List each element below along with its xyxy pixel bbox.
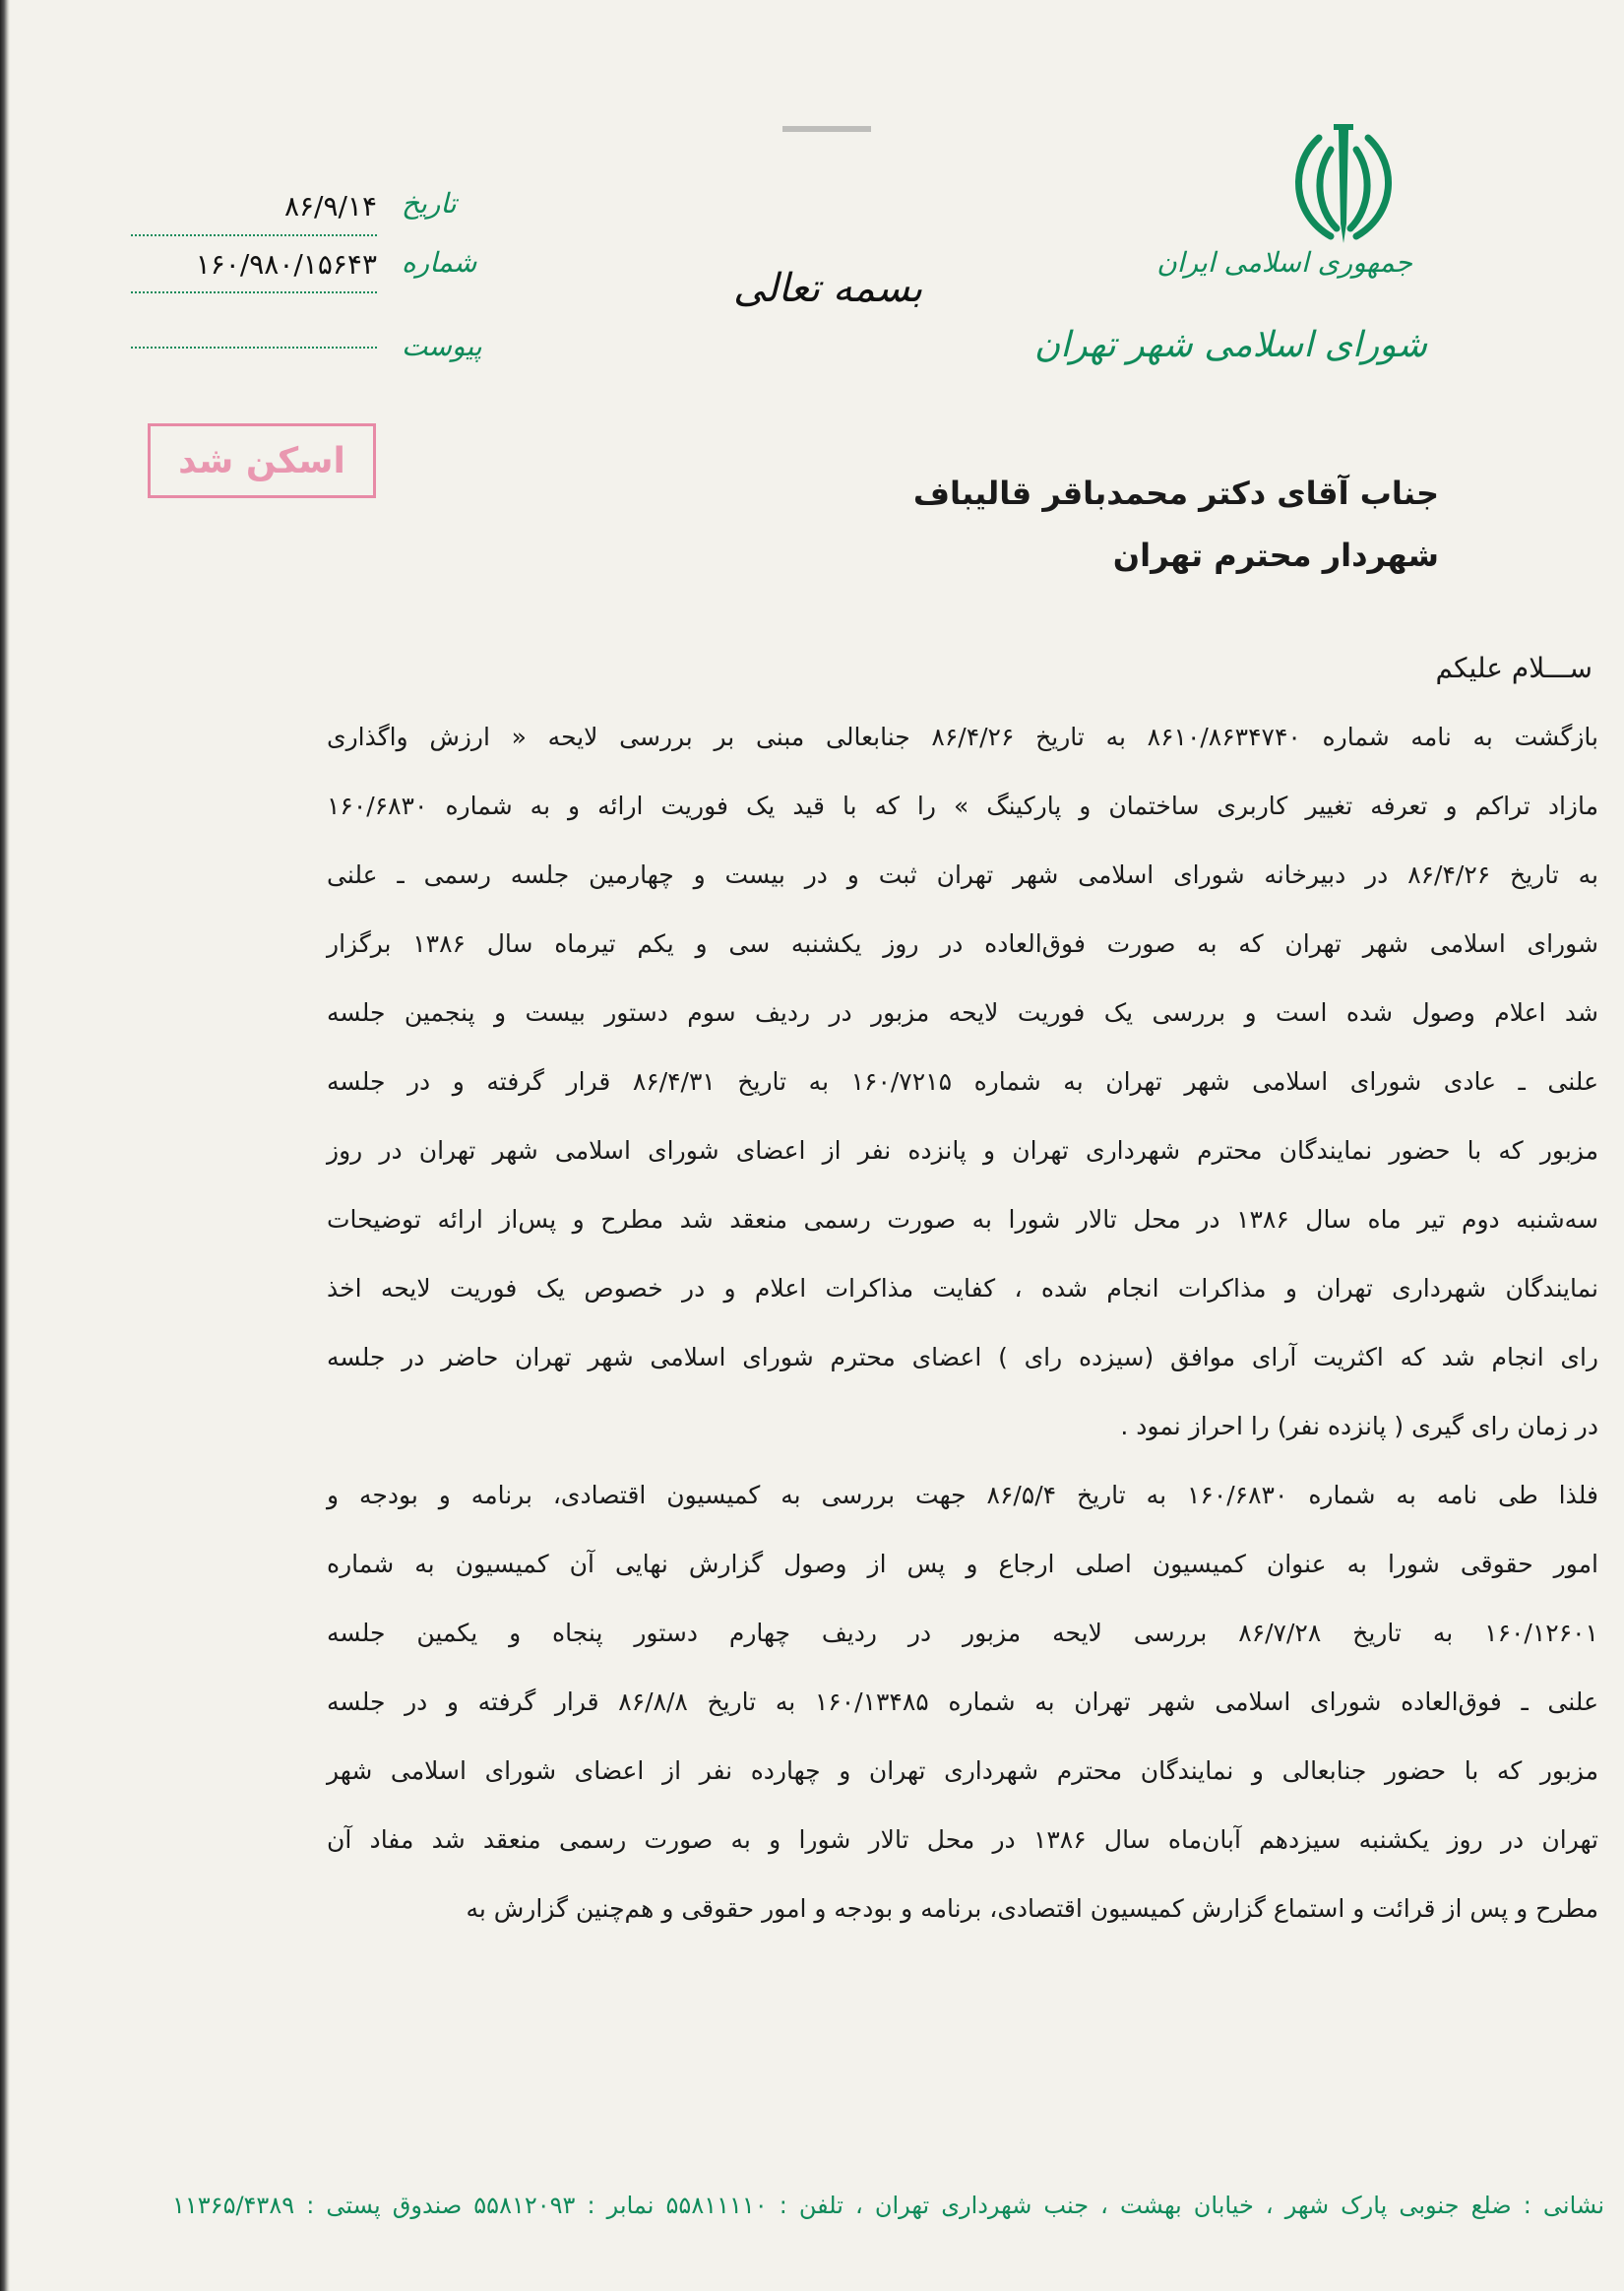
body-line: رای انجام شد که اکثریت آرای موافق (سیزده رای ) اعضای محترم شورای اسلامی شهر تهران حاضر در جلسه	[327, 1343, 1598, 1371]
date-value: ۸۶/۹/۱۴	[283, 190, 377, 223]
date-label: تاریخ	[402, 187, 457, 220]
body-line: نمایندگان شهرداری تهران و مذاکرات انجام شده ، کفایت مذاکرات اعلام و در خصوص یک فوریت لایحه اخذ	[327, 1274, 1598, 1303]
body-line: مزبور که با حضور نمایندگان محترم شهرداری تهران و پانزده نفر از اعضای شورای اسلامی شهر تهران در روز	[327, 1136, 1598, 1165]
body-line: به تاریخ ۸۶/۴/۲۶ در دبیرخانه شورای اسلامی شهر تهران ثبت و در بیست و چهارمین جلسه رسمی ـ علنی	[327, 860, 1598, 889]
addressee-title: شهردار محترم تهران	[1112, 537, 1439, 574]
letter-body	[327, 703, 1598, 1943]
number-value: ۱۶۰/۹۸۰/۱۵۶۴۳	[195, 248, 377, 281]
body-line: سه‌شنبه دوم تیر ماه سال ۱۳۸۶ در محل تالار شورا به صورت رسمی منعقد شد مطرح و پس‌از ارائه توضیحات	[327, 1205, 1599, 1234]
attachment-line	[131, 347, 377, 349]
scan-mark	[782, 126, 871, 132]
body-line: تهران در روز یکشنبه سیزدهم آبان‌ماه سال ۱۳۸۶ در محل تالار شورا و به صورت رسمی منعقد شد مفاد آن	[327, 1825, 1598, 1854]
body-line: فلذا طی نامه به شماره ۱۶۰/۶۸۳۰ به تاریخ ۸۶/۵/۴ جهت بررسی به کمیسیون اقتصادی، برنامه و بودجه و	[327, 1481, 1598, 1509]
addressee-name: جناب آقای دکتر محمدباقر قالیباف	[912, 475, 1439, 512]
body-line: شد اعلام وصول شده است و بررسی یک فوریت لایحه مزبور در ردیف سوم دستور بیست و پنجمین جلسه	[327, 998, 1598, 1027]
body-line: علنی ـ عادی شورای اسلامی شهر تهران به شماره ۱۶۰/۷۲۱۵ به تاریخ ۸۶/۴/۳۱ قرار گرفته و در جلسه	[327, 1067, 1598, 1096]
body-line: مطرح و پس از قرائت و استماع گزارش کمیسیون اقتصادی، برنامه و بودجه و امور حقوقی و هم‌چنین گزارش به	[466, 1894, 1598, 1923]
greeting: ســـلام علیکم	[1435, 652, 1593, 684]
body-line: علنی ـ فوق‌العاده شورای اسلامی شهر تهران به شماره ۱۶۰/۱۳۴۸۵ به تاریخ ۸۶/۸/۸ قرار گرفته و در جلسه	[327, 1687, 1598, 1716]
bismillah: بسمه تعالی	[733, 266, 923, 311]
body-line: مزبور که با حضور جنابعالی و نمایندگان محترم شهرداری تهران و چهارده نفر از اعضای شورای اسلامی شهر	[327, 1756, 1598, 1785]
body-line: امور حقوقی شورا به عنوان کمیسیون اصلی ارجاع و پس از وصول گزارش نهایی آن کمیسیون به شماره	[327, 1550, 1598, 1578]
council-title: شورای اسلامی شهر تهران	[1033, 325, 1427, 365]
body-line: شورای اسلامی شهر تهران که به صورت فوق‌العاده در روز یکشنبه سی و یکم تیرماه سال ۱۳۸۶ برگزار	[327, 929, 1598, 958]
body-line: در زمان رای گیری ( پانزده نفر) را احراز نمود .	[1120, 1412, 1598, 1440]
body-line: مازاد تراکم و تعرفه تغییر کاربری ساختمان و پارکینگ » را که با قید یک فوریت ارائه و به شماره ۱۶۰/۶۸۳۰	[327, 792, 1598, 820]
number-line	[131, 291, 377, 293]
iran-emblem-icon	[1280, 120, 1407, 248]
number-label: شماره	[402, 246, 477, 279]
attachment-label: پیوست	[402, 330, 482, 362]
scan-edge	[0, 0, 10, 2291]
body-line: ۱۶۰/۱۲۶۰۱ به تاریخ ۸۶/۷/۲۸ بررسی لایحه مزبور در ردیف چهارم دستور پنجاه و یکمین جلسه	[327, 1619, 1598, 1647]
footer-address: نشانی : ضلع جنوبی پارک شهر ، خیابان بهشت ، جنب شهرداری تهران ، تلفن : ۵۵۸۱۱۱۱۰ نمابر : ۵۵۸۱۲۰۹۳ صندوق پستی : ۱۱۳۶۵/۴۳۸۹	[172, 2192, 1604, 2219]
body-line: بازگشت به نامه شماره ۸۶۱۰/۸۶۳۴۷۴۰ به تاریخ ۸۶/۴/۲۶ جنابعالی مبنی بر بررسی لایحه « ارزش واگذاری	[327, 723, 1599, 751]
republic-title: جمهوری اسلامی ایران	[1156, 246, 1412, 279]
scanned-stamp: اسکن شد	[148, 423, 376, 498]
date-line	[131, 234, 377, 236]
